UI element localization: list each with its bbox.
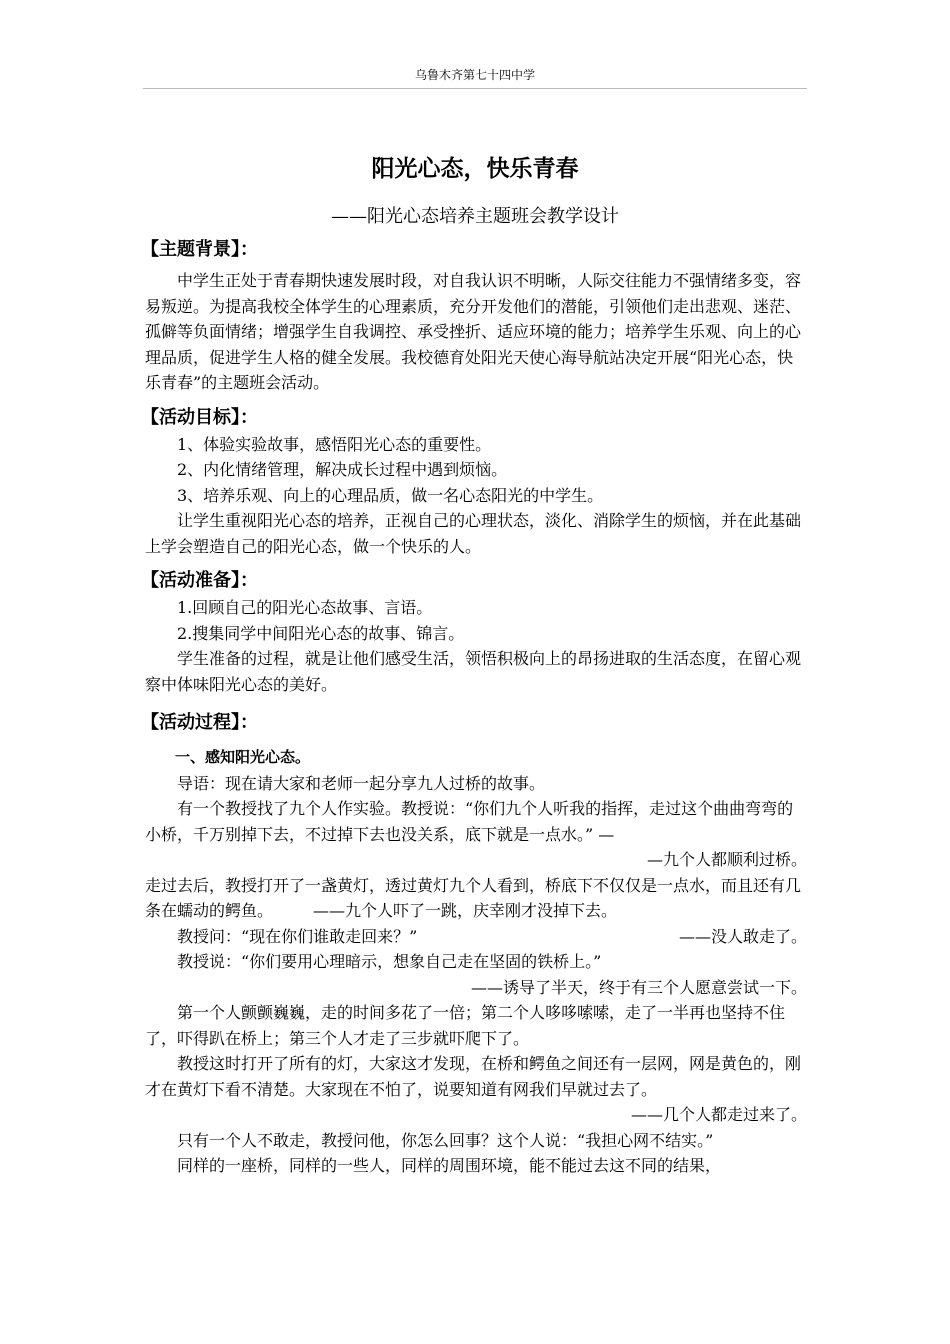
process-result: ——几个人都走过来了。 (630, 1105, 807, 1124)
header-divider (143, 88, 807, 89)
page-header: 乌鲁木齐第七十四中学 (414, 68, 535, 82)
prep-paragraph: 学生准备的过程，就是让他们感受生活，领悟积极向上的昂扬进取的生活态度，在留心观察中体味阳光心态的美好。 (145, 649, 802, 694)
goal-item: 2、内化情绪管理，解决成长过程中遇到烦恼。 (177, 460, 508, 479)
goal-item: 1、体验实验故事，感悟阳光心态的重要性。 (177, 434, 492, 454)
goals-paragraph: 让学生重视阳光心态的培养，正视自己的心理状态，淡化、消除学生的烦恼，并在此基础上学会塑造自己的阳光心态，做一个快乐的人。 (145, 511, 802, 556)
process-subheading: 一、感知阳光心态。 (175, 748, 311, 766)
process-result: ——诱导了半天，终于有三个人愿意尝试一下。 (470, 977, 807, 997)
document-subtitle: ——阳光心态培养主题班会教学设计 (331, 206, 619, 227)
process-paragraph: 教授这时打开了所有的灯，大家这才发现，在桥和鳄鱼之间还有一层网，网是黄色的，刚才在黄灯下看不清楚。大家现在不怕了，说要知道有网我们早就过去了。 (145, 1054, 802, 1099)
process-paragraph: 有一个教授找了九个人作实验。教授说：“你们九个人听我的指挥，走过这个曲曲弯弯的小桥，千万别掉下去，不过掉下去也没关系，底下就是一点水。” — (145, 799, 794, 844)
document-title: 阳光心态，快乐青春 (371, 155, 579, 182)
background-paragraph: 中学生正处于青春期快速发展时段，对自我认识不明晰，人际交往能力不强情绪多变，容易叛逆。为提高我校全体学生的心理素质，充分开发他们的潜能，引领他们走出悲观、迷茫、孤僻等负面情绪；增强学生自我调控、承受挫折、适应环境的能力；培养学生乐观、向上的心理品质，促进学生人格的健全发展。我校德育处阳光天使心海导航站决定开展“阳光心态，快乐青春”的主题班会活动。 (145, 271, 802, 392)
prep-item: 1.回顾自己的阳光心态故事、言语。 (177, 598, 433, 617)
process-paragraph: 只有一个人不敢走，教授问他，你怎么回事？这个人说：“我担心网不结实。” (177, 1130, 714, 1150)
process-paragraph (145, 924, 807, 950)
process-paragraph: 第一个人颤颤巍巍，走的时间多花了一倍；第二个人哆哆嗦嗦，走了一半再也坚持不住了，吓得趴在桥上；第三个人才走了三步就吓爬下了。 (145, 1003, 786, 1048)
section-heading-goals: 【活动目标】： (141, 406, 258, 428)
process-paragraph: 同样的一座桥，同样的一些人，同样的周围环境，能不能过去这不同的结果， (177, 1156, 722, 1175)
document-body (141, 232, 807, 1179)
section-heading-background: 【主题背景】： (141, 239, 258, 260)
process-paragraph: 教授说：“你们要用心理暗示，想象自己走在坚固的铁桥上。” (177, 952, 602, 971)
process-result: ——没人敢走了。 (678, 926, 807, 946)
process-paragraph: 导语：现在请大家和老师一起分享九人过桥的故事。 (177, 773, 546, 793)
process-result: —九个人都顺利过桥。 (646, 850, 807, 869)
section-heading-prep: 【活动准备】： (141, 570, 258, 591)
process-paragraph: 走过去后，教授打开了一盏黄灯，透过黄灯九个人看到，桥底下不仅仅是一点水，而且还有几条在蠕动的鳄鱼。 ——九个人吓了一跳，庆幸刚才没掉下去。 (145, 875, 802, 920)
prep-item: 2.搜集同学中间阳光心态的故事、锦言。 (177, 623, 465, 643)
section-heading-process: 【活动过程】： (141, 712, 258, 733)
goal-item: 3、培养乐观、向上的心理品质，做一名心态阳光的中学生。 (177, 485, 604, 505)
process-question: 教授问：“现在你们谁敢走回来？” (177, 926, 418, 946)
